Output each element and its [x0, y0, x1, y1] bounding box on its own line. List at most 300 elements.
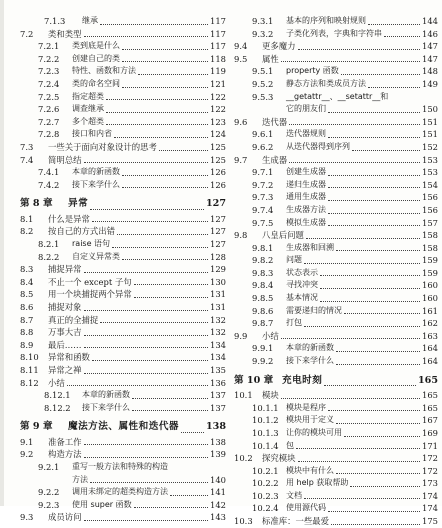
column-divider: [229, 6, 230, 506]
toc-number: 7.2.3: [38, 66, 60, 77]
toc-title: 本章的新函数: [72, 167, 120, 177]
toc-row[interactable]: [20, 511, 226, 524]
toc-number: 9.8.6: [252, 305, 274, 316]
toc-page-number: 142: [210, 499, 226, 510]
toc-page-number: 146: [422, 28, 438, 39]
toc-row[interactable]: [20, 499, 226, 512]
toc-page-number: 143: [210, 512, 226, 523]
toc-row[interactable]: [234, 15, 438, 28]
toc-title: 模块: [262, 390, 279, 401]
toc-page-number: 127: [205, 198, 226, 210]
toc-title: 一些关于面向对象设计的思考: [48, 141, 157, 152]
toc-leader-dots: [289, 123, 420, 125]
toc-leader-dots: [122, 186, 208, 188]
toc-leader-dots: [304, 325, 420, 327]
toc-leader-dots: [122, 174, 208, 176]
toc-title: 不止一个 except 子句: [48, 276, 132, 287]
toc-title: 接下来学什么: [286, 356, 334, 366]
toc-number: 7.4: [20, 154, 34, 165]
toc-title: 充电时刻: [282, 374, 323, 386]
toc-title: 异常和函数: [48, 352, 90, 363]
toc-title: 小结: [262, 330, 279, 341]
toc-number: 9.8.5: [252, 293, 274, 304]
toc-title: 自定义异常类: [72, 251, 120, 261]
toc-row[interactable]: [234, 427, 438, 440]
toc-row[interactable]: [20, 301, 226, 314]
toc-leader-dots: [336, 422, 420, 424]
toc-number: 10.2.2: [252, 478, 279, 489]
toc-title: 调用未绑定的超类构造方法: [72, 487, 168, 497]
toc-row[interactable]: [234, 28, 438, 41]
toc-leader-dots: [341, 73, 420, 75]
toc-page-number: 167: [422, 415, 438, 426]
toc-number: 8.12.1: [44, 390, 71, 401]
toc-leader-dots: [344, 312, 420, 314]
toc-leader-dots: [100, 23, 208, 25]
toc-title: 更多魔力: [262, 41, 296, 52]
toc-page-number: 159: [422, 255, 438, 266]
toc-number: 9.6.2: [252, 141, 274, 152]
toc-number: 9.9.2: [252, 356, 274, 367]
toc-title: 万事大吉: [48, 327, 82, 338]
toc-row[interactable]: [20, 213, 226, 226]
toc-row[interactable]: [234, 414, 438, 427]
toc-leader-dots: [92, 359, 208, 361]
toc-leader-dots: [84, 443, 209, 445]
toc-row[interactable]: [234, 402, 438, 415]
toc-leader-dots: [298, 460, 421, 462]
toc-title: 异常: [68, 198, 89, 210]
toc-row[interactable]: [20, 103, 226, 116]
toc-row[interactable]: [234, 267, 438, 280]
toc-page-number: 131: [210, 301, 226, 312]
toc-title: 什么是异常: [48, 213, 90, 224]
toc-row[interactable]: [234, 65, 438, 78]
toc-title: 模块是程序: [286, 402, 326, 412]
toc-page-number: 158: [422, 242, 438, 253]
toc-page-number: 138: [210, 436, 226, 447]
toc-row[interactable]: [234, 342, 438, 355]
toc-number: 9.6: [234, 116, 248, 127]
toc-leader-dots: [181, 431, 204, 433]
toc-row[interactable]: [20, 116, 226, 129]
toc-number: 8.6: [20, 301, 34, 312]
toc-row[interactable]: [20, 179, 226, 192]
toc-page-number: 154: [422, 179, 438, 190]
toc-title: 接口和内省: [72, 129, 112, 139]
toc-title: 调查继承: [72, 104, 104, 114]
toc-row[interactable]: [20, 15, 226, 28]
toc-row[interactable]: [234, 502, 438, 515]
toc-number: 8.11: [20, 364, 39, 375]
toc-row[interactable]: [20, 351, 226, 364]
toc-title: 多个超类: [72, 116, 104, 126]
toc-row[interactable]: [234, 166, 438, 179]
toc-page-number: 127: [210, 213, 226, 224]
toc-number: 9.7.1: [252, 167, 274, 178]
toc-leader-dots: [298, 48, 421, 50]
toc-title: 魔法方法、属性和迭代器: [68, 421, 180, 433]
toc-number: 8.1: [20, 213, 34, 224]
toc-number: 7.2.4: [38, 78, 60, 89]
toc-page-number: 148: [422, 66, 438, 77]
toc-row[interactable]: [20, 238, 226, 251]
toc-title: 基本的序列和映射规则: [286, 16, 366, 25]
toc-page-number: 134: [210, 339, 226, 350]
toc-leader-dots: [296, 447, 420, 449]
toc-row[interactable]: [234, 279, 438, 292]
toc-leader-dots: [328, 199, 420, 201]
toc-title: 构造方法: [48, 449, 82, 460]
toc-leader-dots: [84, 271, 209, 273]
toc-row[interactable]: [20, 28, 226, 41]
toc-row[interactable]: [20, 53, 226, 66]
toc-leader-dots: [328, 224, 420, 226]
toc-page-number: 132: [210, 314, 226, 325]
toc-title: 特性、函数和方法: [72, 66, 136, 76]
toc-leader-dots: [336, 472, 420, 474]
toc-row[interactable]: [234, 452, 438, 465]
toc-row[interactable]: [20, 154, 226, 167]
toc-title: raise 语句: [72, 239, 111, 248]
toc-row[interactable]: [234, 355, 438, 368]
toc-title: 静态方法和类成员方法: [286, 78, 366, 88]
toc-page-number: 169: [422, 427, 438, 438]
toc-leader-dots: [106, 98, 208, 100]
toc-title: 类到底是什么: [72, 41, 120, 51]
toc-title: 基本情况: [286, 293, 318, 303]
toc-page-number: 153: [422, 154, 438, 165]
toc-row[interactable]: [20, 339, 226, 352]
toc-number: 7.4.1: [38, 167, 60, 178]
toc-number: 9.3.1: [252, 16, 274, 26]
toc-leader-dots: [304, 497, 420, 499]
toc-number: 7.2.5: [38, 91, 60, 102]
toc-leader-dots: [90, 208, 204, 210]
toc-number: 9.5.3: [252, 91, 274, 102]
toc-row[interactable]: [234, 389, 438, 402]
toc-row[interactable]: [20, 251, 226, 264]
toc-number: 10.2.3: [252, 490, 279, 501]
toc-title: 类的命名空间: [72, 78, 120, 88]
toc-page-number: 125: [210, 154, 226, 165]
toc-number: 7.2.1: [38, 41, 60, 52]
toc-row[interactable]: [234, 116, 438, 129]
toc-number: 7.1.3: [44, 16, 66, 26]
toc-title: 它的朋友们: [286, 104, 326, 114]
toc-title: 迭代器规则: [286, 129, 326, 139]
toc-row[interactable]: [20, 288, 226, 301]
toc-page-number: 151: [422, 129, 438, 140]
toc-row[interactable]: [234, 40, 438, 53]
toc-number: 9.7.5: [252, 217, 274, 228]
toc-row[interactable]: [20, 91, 226, 104]
toc-title: 文档: [286, 490, 302, 500]
toc-number: 9.8: [234, 230, 248, 241]
toc-page-number: 138: [205, 421, 226, 433]
toc-number: 10.1.3: [252, 427, 279, 438]
toc-leader-dots: [304, 262, 420, 264]
toc-number: 9.6.1: [252, 129, 274, 140]
toc-title: 包: [286, 440, 294, 450]
toc-page-number: 172: [422, 465, 438, 476]
toc-title: 创建生成器: [286, 167, 326, 177]
toc-page-number: 172: [422, 453, 438, 464]
toc-number: 第 10 章: [234, 374, 274, 386]
toc-row[interactable]: [20, 276, 226, 289]
toc-title: 生成器方法: [286, 204, 326, 214]
toc-page-number: 158: [422, 230, 438, 241]
toc-row[interactable]: [20, 166, 226, 179]
toc-leader-dots: [306, 237, 420, 239]
toc-leader-dots: [320, 274, 420, 276]
toc-number: 10.3: [234, 516, 253, 527]
toc-number: 10.1: [234, 390, 253, 401]
toc-row[interactable]: [20, 436, 226, 449]
toc-number: 9.8.3: [252, 267, 274, 278]
toc-page-number: 160: [422, 280, 438, 291]
toc-title: 按自己的方式出错: [48, 226, 115, 237]
toc-leader-dots: [84, 456, 209, 458]
toc-number: 9.2.3: [38, 499, 60, 510]
toc-row[interactable]: [234, 141, 438, 154]
toc-row[interactable]: [234, 305, 438, 318]
toc-number: 8.8: [20, 327, 34, 338]
toc-number: 9.8.7: [252, 318, 274, 329]
toc-row[interactable]: [234, 477, 438, 490]
toc-title: 从迭代器得到序列: [286, 141, 350, 151]
toc-page-number: 136: [210, 377, 226, 388]
toc-page-number: 131: [210, 289, 226, 300]
toc-row[interactable]: [234, 317, 438, 330]
toc-column-left: [20, 15, 226, 524]
toc-page-number: 121: [210, 78, 226, 89]
toc-page-number: 147: [422, 53, 438, 64]
toc-page-number: 119: [210, 66, 226, 77]
toc-row[interactable]: [234, 154, 438, 167]
toc-number: 8.2: [20, 226, 34, 237]
toc-number: 9.2.1: [38, 462, 60, 472]
toc-title: 打包: [286, 318, 302, 328]
toc-leader-dots: [134, 506, 208, 508]
toc-leader-dots: [352, 149, 420, 151]
toc-row[interactable]: [20, 263, 226, 276]
toc-number: 9.2: [20, 449, 34, 460]
toc-leader-dots: [122, 258, 208, 260]
toc-leader-dots: [84, 346, 209, 348]
toc-row[interactable]: [20, 65, 226, 78]
toc-title: 异常之禅: [48, 364, 82, 375]
toc-page-number: 173: [422, 478, 438, 489]
toc-leader-dots: [384, 35, 420, 37]
toc-row[interactable]: [20, 474, 226, 487]
toc-number: 9.3: [20, 512, 34, 523]
toc-number: 9.9.1: [252, 343, 274, 354]
toc-leader-dots: [84, 35, 209, 37]
toc-row[interactable]: [20, 389, 226, 402]
toc-number: 10.2: [234, 453, 253, 464]
toc-leader-dots: [112, 246, 208, 248]
toc-row[interactable]: [234, 515, 438, 528]
toc-number: 10.1.1: [252, 402, 279, 413]
toc-leader-dots: [350, 485, 420, 487]
toc-title: 模块中有什么: [286, 465, 334, 475]
toc-row[interactable]: [234, 490, 438, 503]
toc-page-number: 156: [422, 192, 438, 203]
toc-leader-dots: [106, 123, 208, 125]
toc-row[interactable]: [234, 440, 438, 453]
toc-row[interactable]: [20, 461, 226, 474]
toc-row[interactable]: [234, 465, 438, 478]
toc-row[interactable]: [234, 53, 438, 66]
toc-page-number: 117: [210, 28, 226, 39]
toc-number: 8.12: [20, 377, 39, 388]
toc-page-number: 160: [422, 293, 438, 304]
toc-title: 子类化列表，字典和字符串: [286, 28, 382, 38]
toc-number: 第 9 章: [20, 421, 53, 433]
toc-page-number: 126: [210, 179, 226, 190]
toc-number: 8.10: [20, 352, 39, 363]
toc-leader-dots: [344, 435, 420, 437]
toc-number: 10.1.4: [252, 440, 279, 451]
toc-number: 7.2.6: [38, 104, 60, 115]
toc-title: 类和类型: [48, 28, 82, 39]
toc-page-number: 164: [422, 343, 438, 354]
toc-leader-dots: [328, 111, 420, 113]
toc-row[interactable]: [20, 402, 226, 415]
toc-leader-dots: [84, 309, 209, 311]
toc-chapter-row[interactable]: [234, 373, 438, 390]
toc-page-number: 117: [210, 41, 226, 52]
toc-number: 7.2: [20, 28, 34, 39]
toc-row[interactable]: [234, 91, 438, 104]
toc-row[interactable]: [20, 364, 226, 377]
toc-title: 简明总结: [48, 154, 82, 165]
toc-page-number: 171: [422, 440, 438, 451]
toc-number: 8.9: [20, 339, 34, 350]
toc-page-number: 132: [210, 327, 226, 338]
toc-number: 9.2.2: [38, 487, 60, 498]
toc-row[interactable]: [234, 254, 438, 267]
toc-leader-dots: [320, 287, 420, 289]
toc-row[interactable]: [20, 141, 226, 154]
toc-number: 8.2.2: [38, 251, 60, 262]
toc-row[interactable]: [234, 242, 438, 255]
toc-row[interactable]: [20, 314, 226, 327]
toc-row[interactable]: [20, 326, 226, 339]
toc-title: 探究模块: [262, 453, 296, 464]
toc-title: 真正的全捕捉: [48, 314, 99, 325]
toc-page-number: 151: [422, 116, 438, 127]
toc-number: 第 8 章: [20, 198, 53, 210]
toc-title: 标准库：一些最爱: [262, 516, 329, 527]
toc-leader-dots: [281, 337, 420, 339]
toc-row[interactable]: [234, 330, 438, 343]
toc-row[interactable]: [234, 103, 438, 116]
toc-row[interactable]: [234, 128, 438, 141]
toc-chapter-row[interactable]: [20, 196, 226, 213]
toc-page-number: 147: [422, 41, 438, 52]
toc-row[interactable]: [20, 377, 226, 390]
toc-number: 7.2.8: [38, 129, 60, 140]
toc-leader-dots: [324, 384, 416, 386]
toc-page-number: 174: [422, 503, 438, 514]
toc-leader-dots: [132, 397, 208, 399]
toc-title: 重写一般方法和特殊的构造: [72, 462, 168, 471]
toc-row[interactable]: [20, 225, 226, 238]
toc-page-number: 156: [422, 204, 438, 215]
toc-leader-dots: [368, 86, 420, 88]
toc-leader-dots: [122, 86, 208, 88]
toc-row[interactable]: [234, 78, 438, 91]
toc-title: 接下来学什么: [72, 179, 120, 189]
toc-title: 小结: [48, 377, 65, 388]
toc-number: 7.4.2: [38, 179, 60, 190]
toc-page-number: 153: [422, 167, 438, 178]
toc-leader-dots: [331, 523, 420, 525]
toc-page-number: 163: [422, 330, 438, 341]
toc-page-number: 126: [210, 167, 226, 178]
toc-row[interactable]: [234, 191, 438, 204]
toc-title: __getattr__、__setattr__和: [286, 91, 389, 101]
toc-page-number: 140: [210, 474, 226, 485]
toc-leader-dots: [336, 249, 420, 251]
toc-title: 模拟生成器: [286, 217, 326, 227]
toc-row[interactable]: [20, 486, 226, 499]
toc-row[interactable]: [234, 217, 438, 230]
toc-row[interactable]: [234, 292, 438, 305]
toc-page-number: 122: [210, 104, 226, 115]
toc-leader-dots: [336, 350, 420, 352]
toc-page-number: 137: [210, 402, 226, 413]
toc-leader-dots: [289, 161, 420, 163]
toc-row[interactable]: [234, 229, 438, 242]
toc-row[interactable]: [234, 179, 438, 192]
toc-page-number: 134: [210, 352, 226, 363]
toc-leader-dots: [84, 334, 209, 336]
toc-column-right: [234, 15, 438, 528]
toc-page-number: 127: [210, 239, 226, 249]
toc-leader-dots: [100, 321, 208, 323]
toc-leader-dots: [84, 372, 209, 374]
toc-page-number: 123: [210, 116, 226, 127]
toc-page-number: 157: [422, 217, 438, 228]
toc-chapter-row[interactable]: [20, 419, 226, 436]
toc-row[interactable]: [234, 204, 438, 217]
toc-number: 9.8.4: [252, 280, 274, 291]
toc-page-number: 135: [210, 364, 226, 375]
toc-page-number: 117: [210, 16, 226, 26]
toc-row[interactable]: [20, 448, 226, 461]
toc-title: 递归生成器: [286, 179, 326, 189]
toc-number: 10.2.1: [252, 465, 279, 476]
toc-row[interactable]: [20, 78, 226, 91]
toc-number: 8.5: [20, 289, 34, 300]
toc-number: 10.2.4: [252, 503, 279, 514]
toc-title: 接下来学什么: [82, 402, 130, 412]
toc-row[interactable]: [20, 128, 226, 141]
toc-page-number: 174: [422, 490, 438, 501]
toc-leader-dots: [281, 397, 420, 399]
toc-number: 8.2.1: [38, 239, 60, 249]
toc-page-number: 165: [417, 374, 438, 386]
toc-leader-dots: [92, 220, 208, 222]
toc-number: 9.5: [234, 53, 248, 64]
toc-row[interactable]: [20, 40, 226, 53]
toc-number: 8.4: [20, 276, 34, 287]
toc-page-number: 125: [210, 141, 226, 152]
toc-title: 最后……: [48, 339, 82, 350]
